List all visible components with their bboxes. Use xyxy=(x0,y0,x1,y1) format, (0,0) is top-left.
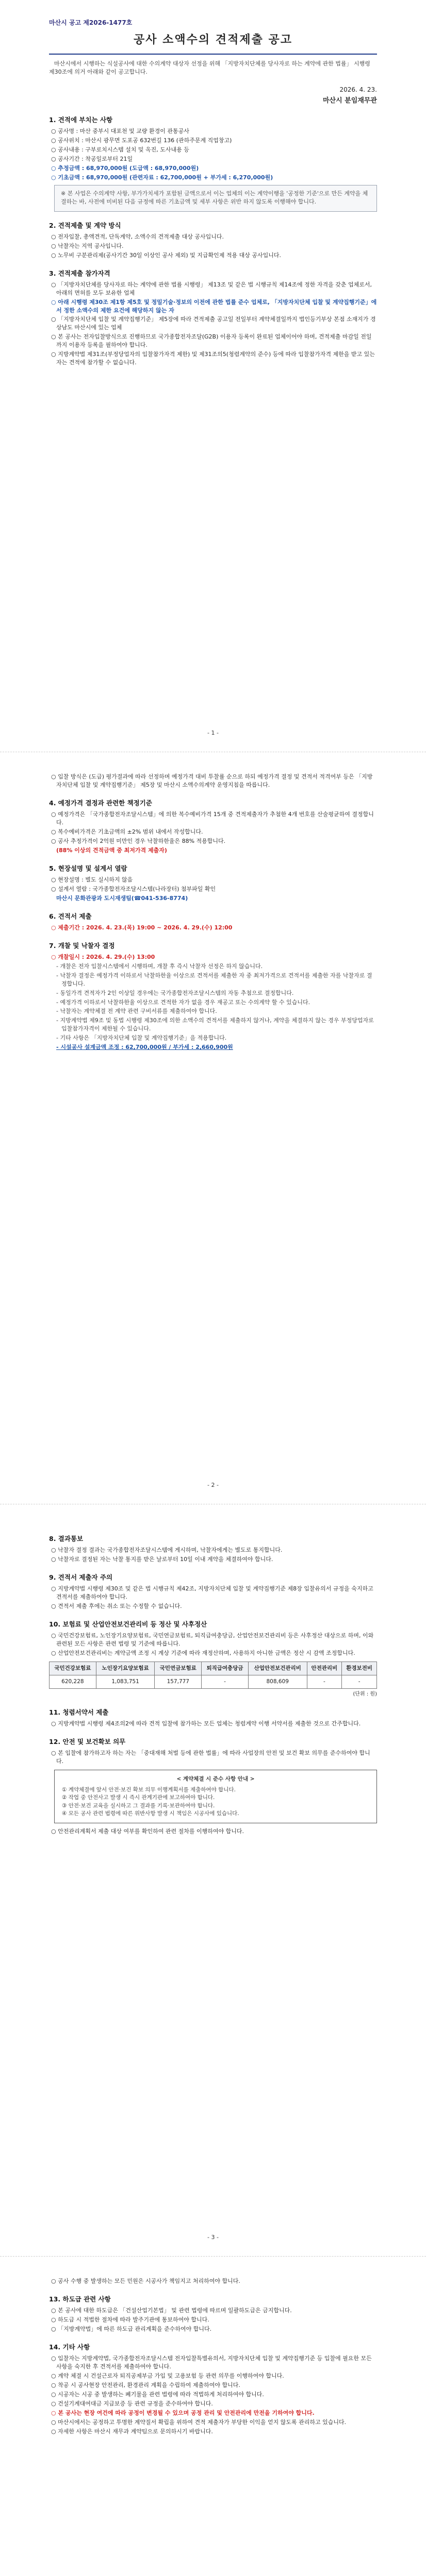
list-item: ○ 착공 시 공사현장 안전관리, 환경관리 계획을 수립하여 제출하여야 합니다. xyxy=(51,2381,240,2388)
table-header-cell: 국민연금보험료 xyxy=(155,1662,202,1675)
section-title: 5. 현장설명 및 설계서 열람 xyxy=(49,864,127,872)
list-item: ○ 아래 시행령 제30조 제1항 제5호 및 정밀기술·정보의 이전에 관한 법률 준수 업체로, 「지방자치단체 입찰 및 계약집행기준」에서 정한 소액수의 제한 요건에 해당하지 않는 자 xyxy=(51,298,377,314)
list-item: ○ 기초금액 : 68,970,000원 (관련자료 : 62,700,000원 + 부가세 : 6,270,000원) xyxy=(51,174,273,181)
notice-intro: 마산시에서 시행하는 식설공사에 대한 수의계약 대상자 선정을 위해 「지방자치단체를 당사자로 하는 계약에 관한 법률」 시행령 제30조에 의거 아래와 같이 공고합니다. xyxy=(49,60,370,75)
note-box xyxy=(54,185,377,212)
page-3 xyxy=(0,1504,426,2257)
list-item: ○ 공사기간 : 착공일로부터 21일 xyxy=(51,155,133,162)
list-item: ○ 지방계약법 제31조(부정당업자의 입찰참가자격 제한) 및 제31조의5(청렴계약의 준수) 등에 따라 입찰참가자격 제한을 받고 있는 자는 견적에 참가할 수 없습니다. xyxy=(51,351,375,366)
section-9 xyxy=(49,1573,377,1611)
table-header-cell: 산업안전보건관리비 xyxy=(248,1662,307,1675)
table-unit: (단위 : 원) xyxy=(353,1691,377,1698)
section-title: 10. 보험료 및 산업안전보건관리비 등 정산 및 사후정산 xyxy=(49,1620,207,1628)
page-number: - 1 - xyxy=(207,730,219,737)
list-item: ○ 산업안전보건관리비는 계약금액 조정 시 계상 기준에 따라 재정산하며, 사용하지 아니한 금액은 정산 시 감액 조정합니다. xyxy=(51,1649,355,1656)
notice-issuer: 마산시 분임재무관 xyxy=(323,97,377,105)
title-divider xyxy=(49,54,377,55)
section-7 xyxy=(49,941,377,1052)
list-item: - 낙찰자는 계약체결 전 계약 관련 구비서류를 제출하여야 합니다. xyxy=(56,1008,217,1015)
table-cell: - xyxy=(202,1675,249,1689)
list-item: ○ 본 공사에 대한 하도급은 「건설산업기본법」 및 관련 법령에 따르며 일괄하도급은 금지합니다. xyxy=(51,2307,292,2314)
list-item: - 개찰은 전자 입찰시스템에서 시행하며, 개찰 후 즉시 낙찰자 선정은 하지 않습니다. xyxy=(56,962,263,970)
list-item: ○ 본 입찰에 참가하고자 하는 자는 「중대재해 처벌 등에 관한 법률」에 따라 사업장의 안전 및 보건 확보 의무를 준수하여야 합니다. xyxy=(51,1750,370,1765)
list-item: ○ 자세한 사항은 마산시 재무과 계약팀으로 문의하시기 바랍니다. xyxy=(51,2428,213,2435)
section-11 xyxy=(49,1708,377,1728)
list-item: ○ 예정가격은 「국가종합전자조달시스템」에 의한 복수예비가격 15개 중 견적제출자가 추첨한 4개 번호를 산술평균하여 결정합니다. xyxy=(51,811,374,826)
list-item: ○ 공사명 : 마산 중부시 대포천 및 교량 환경이 관통공사 xyxy=(51,128,189,135)
submission-period: ○ 제출기간 : 2026. 4. 23.(목) 19:00 ~ 2026. 4. 29.(수) 12:00 xyxy=(51,924,233,931)
list-item: - 지방계약법 제9조 및 동법 시행령 제30조에 의한 소액수의 견적서를 제출하지 않거나, 계약을 체결하지 않는 경우 부정당업자로 입찰참가자격이 제한될 수 있습니다. xyxy=(56,1017,374,1032)
notice-line: ④ 모든 공사 관련 법령에 따른 위반사항 발생 시 책임은 시공사에 있습니다. xyxy=(62,1810,239,1817)
section-title: 4. 예정가격 결정과 관련한 책정기준 xyxy=(49,799,152,807)
list-item: ○ 복수예비가격은 기초금액의 ±2% 범위 내에서 작성합니다. xyxy=(51,828,203,835)
highlight-text: ○ 본 공사는 현장 여건에 따라 공정이 변경될 수 있으며 공정 관리 및 안전관리에 만전을 기하여야 합니다. xyxy=(51,2409,315,2416)
table-cell: - xyxy=(307,1675,342,1689)
list-item: - 기타 사항은 「지방자치단체 입찰 및 계약집행기준」을 적용합니다. xyxy=(56,1035,227,1042)
list-item: ○ 입찰 방식은 (도급) 평가결과에 따라 선정하며 예정가격 대비 투찰률 순으로 하되 예정가격 결정 및 견적서 적격여부 등은 「지방자치단체 입찰 및 계약집행기준」 제5장 및 마산시 소액수의계약 운영지침을 따릅니다. xyxy=(51,773,373,788)
document-number: 마산시 공고 제2026-1477호 xyxy=(49,19,133,26)
list-item: ○ 공사위치 : 마산시 광무면 도포공 632번길 136 (관하주문계 직업창고) xyxy=(51,137,232,144)
list-item: ○ 마산시에서는 공정하고 투명한 계약질서 확립을 위하여 견적 제출자가 부당한 이익을 얻지 않도록 관리하고 있습니다. xyxy=(51,2418,347,2426)
list-item: ○ 공사 수행 중 발생하는 모든 민원은 시공사가 책임지고 처리하여야 합니다. xyxy=(51,2278,240,2284)
section-4 xyxy=(49,799,377,855)
list-item: ○ 낙찰자 결정 결과는 국가종합전자조달시스템에 게시하며, 낙찰자에게는 별도로 통지합니다. xyxy=(51,1547,283,1554)
reference-link[interactable]: - 시설공사 설계금액 조정 : 62,700,000원 / 부가세 : 2,660,900원 xyxy=(56,1044,233,1051)
section-8 xyxy=(49,1534,377,1564)
list-item: ○ 본 공사는 전자입찰방식으로 진행하므로 국가종합전자조달(G2B) 이용자 등록이 완료된 업체이어야 하며, 견적제출 마감일 전일까지 이용자 등록을 필하여야 합니다. xyxy=(51,333,372,349)
section-10 xyxy=(49,1620,377,1699)
notice-line: ② 작업 중 안전사고 발생 시 즉시 관계기관에 보고하여야 합니다. xyxy=(62,1794,215,1801)
list-item: ○ 안전관리계획서 제출 대상 여부를 확인하여 관련 절차를 이행하여야 합니다. xyxy=(51,1827,244,1835)
table-header-cell: 퇴직급여충당금 xyxy=(202,1662,249,1675)
list-item: ○ 지방계약법 시행령 제30조 및 같은 법 시행규칙 제42조, 지방자치단체 입찰 및 계약집행기준 제8장 입찰유의서 규정을 숙지하고 견적서를 제출하여야 합니다. xyxy=(51,1585,373,1601)
list-item: ○ 견적서 제출 후에는 취소 또는 수정할 수 없습니다. xyxy=(51,1603,182,1609)
table-cell: 157,777 xyxy=(155,1675,202,1689)
notice-box-title: < 계약체결 시 준수 사항 안내 > xyxy=(176,1775,255,1782)
list-item: ○ 현장설명 : 별도 실시하지 않음 xyxy=(51,876,133,883)
table-header-cell: 국민건강보험료 xyxy=(50,1662,96,1675)
table-cell: 1,083,751 xyxy=(96,1675,155,1689)
opening-date: ○ 개찰일시 : 2026. 4. 29.(수) 13:00 xyxy=(51,953,155,960)
list-item: ○ 「지방계약법」에 따른 하도급 관리계획을 준수하여야 합니다. xyxy=(51,2325,212,2332)
section-5 xyxy=(49,864,377,903)
page-4 xyxy=(0,2257,426,2576)
list-item: ○ 추정금액 : 68,970,000원 (도급액 : 68,970,000원) xyxy=(51,164,199,172)
list-item: ○ 설계서 열람 : 국가종합전자조달시스템(나라장터) 첨부파일 확인 xyxy=(51,885,216,892)
section-title: 14. 기타 사항 xyxy=(49,2343,90,2351)
list-item: ○ 「지방자치단체를 당사자로 하는 계약에 관한 법률 시행령」 제13조 및 같은 법 시행규칙 제14조에 정한 자격을 갖춘 업체로서, 아래의 면허를 모두 보유한 업체 xyxy=(51,281,372,296)
compliance-notice-box xyxy=(54,1770,377,1823)
table-row xyxy=(50,1675,377,1689)
table-cell: 620,228 xyxy=(50,1675,96,1689)
list-item: ○ 낙찰자는 지역 공사입니다. xyxy=(51,242,124,249)
section-title: 11. 청렴서약서 제출 xyxy=(49,1708,109,1716)
list-item: ○ 지방계약법 시행령 제4조의2에 따라 견적 입찰에 참가하는 모든 업체는 청렴계약 이행 서약서를 제출한 것으로 간주합니다. xyxy=(51,1720,361,1727)
table-header-row xyxy=(50,1662,377,1675)
section-6 xyxy=(49,912,377,932)
highlight-text: (88% 이상의 견적금액 중 최저가격 제출자) xyxy=(56,846,167,854)
page-2 xyxy=(0,752,426,1504)
list-item: ○ 시공자는 시공 중 발생하는 폐기물을 관련 법령에 따라 적법하게 처리하여야 합니다. xyxy=(51,2391,264,2398)
section-title: 2. 견적제출 및 계약 방식 xyxy=(49,221,121,229)
table-header-cell: 안전관리비 xyxy=(307,1662,342,1675)
section-1 xyxy=(49,115,377,212)
section-title: 3. 견적제출 참가자격 xyxy=(49,269,110,277)
page-number: - 3 - xyxy=(207,2234,219,2241)
table-header-cell: 노인장기요양보험료 xyxy=(96,1662,155,1675)
section-3 xyxy=(49,269,377,367)
notice-line: ③ 안전·보건 교육을 실시하고 그 결과를 기록·보관하여야 합니다. xyxy=(62,1802,215,1809)
insurance-fee-table xyxy=(49,1662,377,1689)
list-item: ○ 국민건강보험료, 노인장기요양보험료, 국민연금보험료, 퇴직급여충당금, 산업안전보건관리비 등은 사후정산 대상으로 하며, 이와 관련된 모든 사항은 관련 법령 및 기준에 따릅니다. xyxy=(51,1632,374,1647)
list-item: - 예정가격 이하로서 낙찰하한율 이상으로 견적한 자가 없을 경우 재공고 또는 수의계약 할 수 있습니다. xyxy=(56,998,310,1006)
notice-line: ① 계약체결에 앞서 안전·보건 확보 의무 이행계획서를 제출하여야 합니다. xyxy=(62,1787,236,1793)
list-item: ○ 「지방자치단체 입찰 및 계약집행기준」 제5장에 따라 견적제출 공고일 전일부터 계약체결일까지 법인등기부상 본점 소재지가 경상남도 마산시에 있는 업체 xyxy=(51,316,376,331)
section-13 xyxy=(49,2295,377,2333)
section-title: 7. 개찰 및 낙찰자 결정 xyxy=(49,941,115,950)
section-title: 12. 안전 및 보건확보 의무 xyxy=(49,1737,126,1745)
section-2 xyxy=(49,221,377,260)
table-cell: 808,609 xyxy=(248,1675,307,1689)
page-number: - 2 - xyxy=(207,1482,219,1489)
notice-date: 2026. 4. 23. xyxy=(339,86,377,93)
section-title: 8. 결과통보 xyxy=(49,1535,84,1543)
list-item: ○ 낙찰자로 결정된 자는 낙찰 통지를 받은 날로부터 10일 이내 계약을 체결하여야 합니다. xyxy=(51,1556,273,1563)
list-item: ○ 노무비 구분관리제(공사기간 30일 이상인 공사 제외) 및 지급확인제 적용 대상 공사입니다. xyxy=(51,251,282,259)
page-1 xyxy=(0,0,426,752)
table-cell: - xyxy=(342,1675,377,1689)
list-item: ○ 입찰자는 지방계약법, 국가종합전자조달시스템 전자입찰특별유의서, 지방자치단체 입찰 및 계약집행기준 등 입찰에 필요한 모든 사항을 숙지한 후 견적서를 제출하여야 합니다. xyxy=(51,2355,372,2370)
section-title: 9. 견적서 제출자 주의 xyxy=(49,1573,113,1581)
list-item: - 낙찰자 결정은 예정가격 이하로서 낙찰하한율 이상으로 견적서를 제출한 자 중 최저가격으로 견적서를 제출한 자를 낙찰자로 결정합니다. xyxy=(56,972,372,987)
section-title: 6. 견적서 제출 xyxy=(49,912,92,920)
notice-title: 공사 소액수의 견적제출 공고 xyxy=(133,33,292,46)
section-title: 1. 견적에 부치는 사항 xyxy=(49,116,113,124)
list-item: - 동일가격 견적자가 2인 이상일 경우에는 국가종합전자조달시스템의 자동 추첨으로 결정합니다. xyxy=(56,989,294,996)
list-item: ○ 전자입찰, 총액견적, 단독계약, 소액수의 견적제출 대상 공사입니다. xyxy=(51,233,224,240)
list-item: ○ 건설기계대여대금 지급보증 등 관련 규정을 준수하여야 합니다. xyxy=(51,2400,213,2407)
note-text: ※ 본 사업은 수의계약 사항, 부가가치세가 포함된 금액으로서 이는 업체의 이는 계약이행을 '공정한 기준'으로 만든 계약을 체결하는 바, 사전에 미비된 다음 규정에 따른 기초금액 및 세부 사항은 위반 하지 않도록 이행해야 합니다. xyxy=(61,190,368,205)
list-item: ○ 계약 체결 시 건설근로자 퇴직공제부금 가입 및 고용보험 등 관련 의무를 이행하여야 합니다. xyxy=(51,2372,284,2379)
section-14 xyxy=(49,2343,377,2436)
section-12 xyxy=(49,1737,377,1836)
contact-info: 마산시 문화관광과 도시재생팀(☎041-536-8774) xyxy=(56,894,188,902)
list-item: ○ 공사 추정가격이 2억원 미만인 경우 낙찰하한율은 88% 적용합니다. xyxy=(51,837,226,844)
table-header-cell: 환경보전비 xyxy=(342,1662,377,1675)
list-item: ○ 공사내용 : 구부로치시스템 설치 및 옥진, 도사내용 등 xyxy=(51,146,189,153)
section-title: 13. 하도급 관련 사항 xyxy=(49,2295,111,2303)
list-item: ○ 하도급 시 적법한 절차에 따라 발주기관에 통보하여야 합니다. xyxy=(51,2316,209,2323)
